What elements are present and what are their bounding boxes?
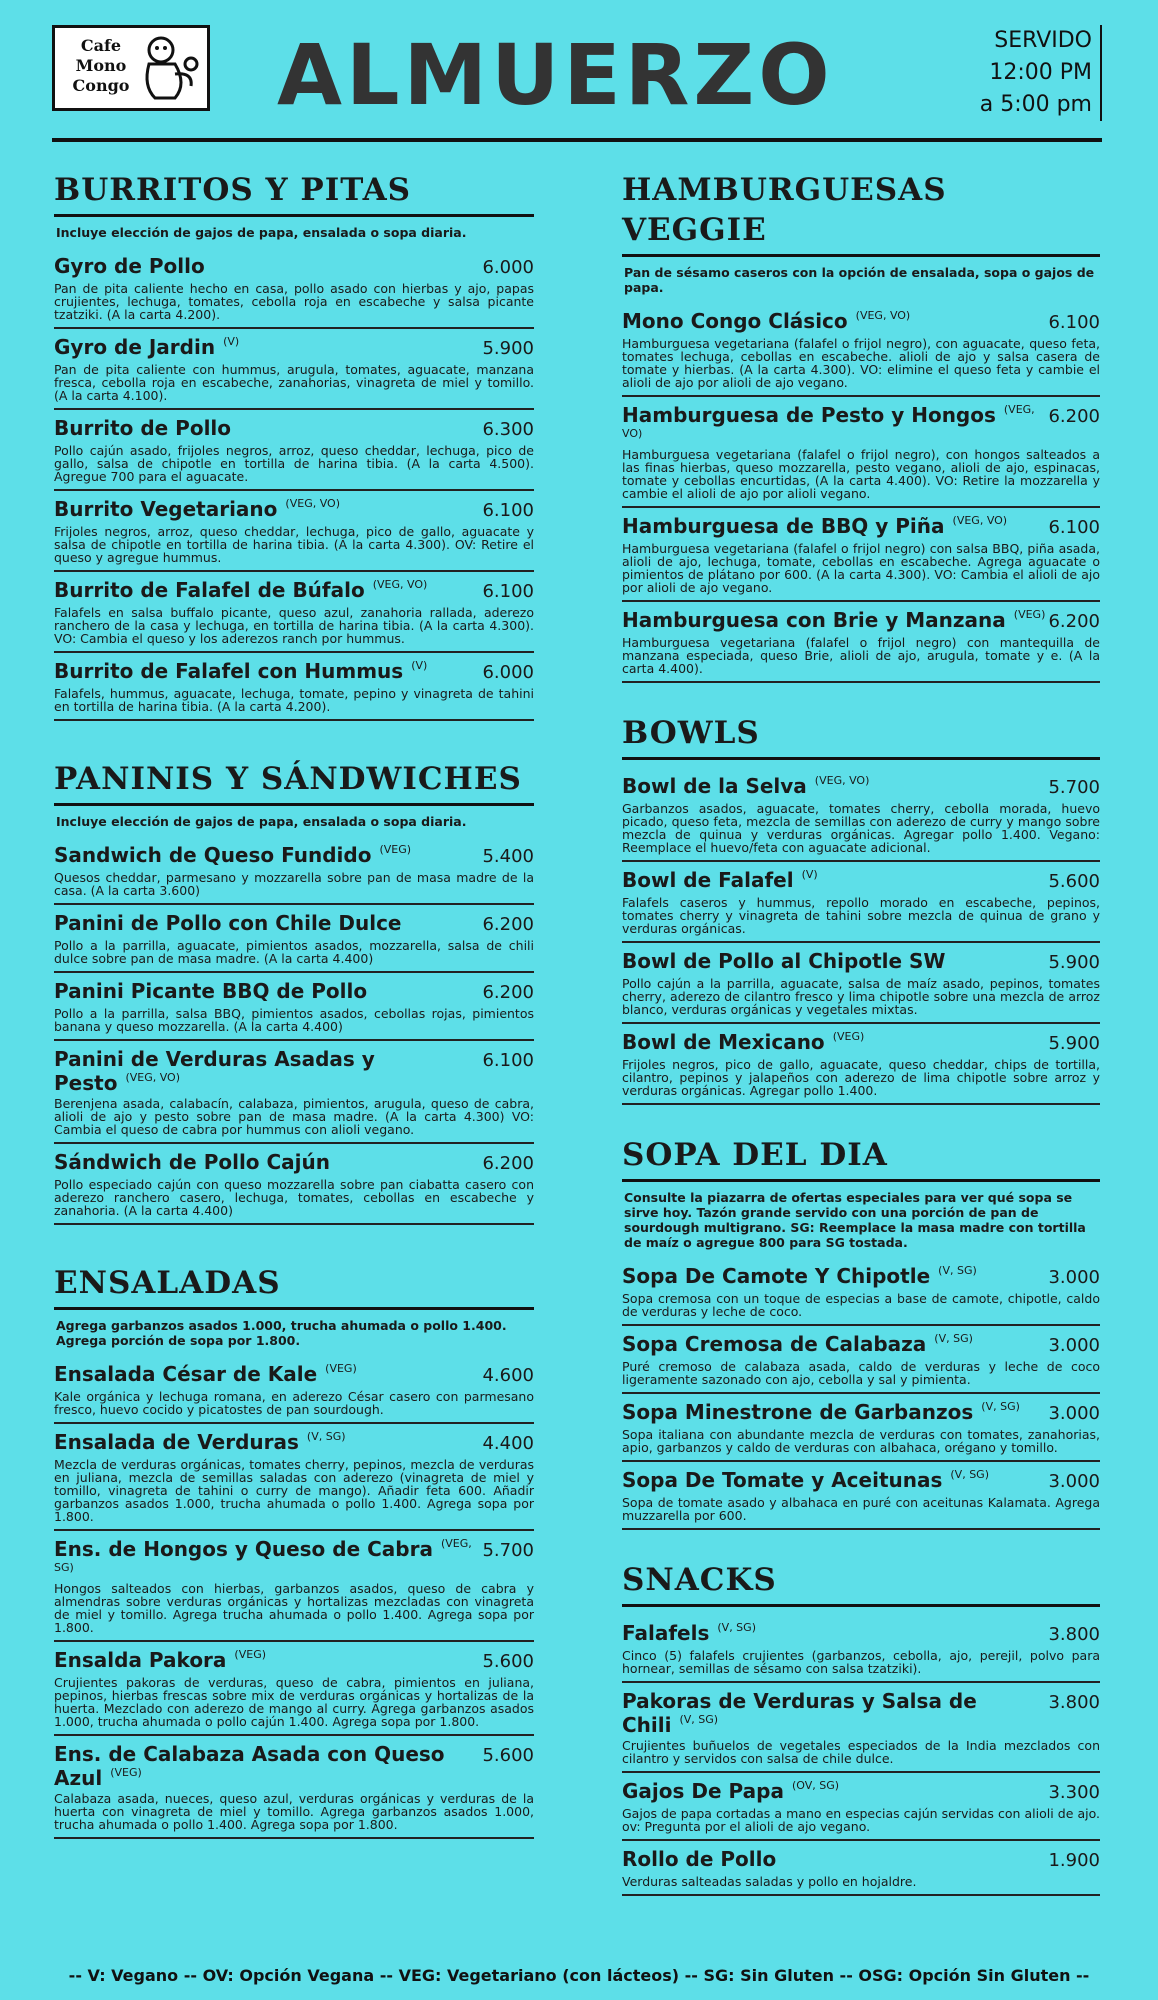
menu-item-description: Pollo a la parrilla, salsa BBQ, pimientos asados, cebollas rojas, pimientos banana y queso mozzarella. (A la carta 4.400)	[54, 1006, 534, 1034]
menu-item-tag: (VEG)	[379, 843, 412, 856]
menu-item	[54, 1356, 534, 1424]
menu-item-price: 1.900	[1048, 1850, 1100, 1871]
section-note: Incluye elección de gajos de papa, ensalada o sopa diaria.	[56, 814, 467, 829]
menu-item-tag: (V, SG)	[934, 1332, 973, 1345]
menu-item-title	[54, 1047, 482, 1095]
menu-item-tag: (VEG, VO)	[952, 514, 1008, 527]
menu-item-title	[622, 1689, 1048, 1737]
menu-item-description: Hamburguesa vegetariana (falafel o frijol negro), con hongos salteados a las finas hierbas, queso mozzarella, pesto vegano, alioli de ajo, espinacas, tomate y cebollas encurtidas, (A la carta 4.400). VO: Retire la mozzarella y cambie el alioli de ajo por alioli vegano.	[622, 447, 1100, 501]
menu-item-tag: (VEG, SG)	[54, 1537, 472, 1574]
menu-item-price: 3.000	[1048, 1471, 1100, 1492]
section-title: PANINIS Y SÁNDWICHES	[54, 759, 534, 806]
menu-item-price: 6.200	[482, 982, 534, 1003]
menu-item-description: Pollo cajún a la parrilla, aguacate, salsa de maíz asado, pepinos, tomates cherry, aderezo de cilantro fresco y lima chipotle sobre una mezcla de arroz blanco, verduras orgánicas y vegetales mixtas.	[622, 976, 1100, 1017]
menu-item-description: Frijoles negros, arroz, queso cheddar, lechuga, pico de gallo, aguacate y salsa de chipotle en tortilla de harina tibia. (A la carta 4.300). OV: Retire el queso y agregue hummus.	[54, 524, 534, 565]
menu-item	[622, 1258, 1100, 1326]
menu-item-tag: (VEG, VO)	[814, 774, 870, 787]
menu-item-header	[54, 254, 534, 280]
menu-item-title	[54, 1430, 346, 1454]
menu-item-name: Gyro de Jardin	[54, 335, 216, 359]
menu-item-name: Falafels	[622, 1621, 710, 1645]
menu-item-tag: (VEG, VO)	[855, 309, 911, 322]
menu-item-price: 6.200	[482, 914, 534, 935]
menu-item-price: 3.300	[1048, 1782, 1100, 1803]
menu-item-price: 5.600	[482, 1745, 534, 1766]
menu-item-title	[622, 403, 1048, 446]
menu-item-price: 6.100	[482, 500, 534, 521]
menu-item-price: 5.900	[1048, 952, 1100, 973]
menu-item-title	[54, 497, 340, 521]
menu-item-description: Hamburguesa vegetariana (falafel o frijol negro) con mantequilla de manzana especiada, queso Brie, alioli de ajo, arugula, tomate y e. (A la carta 4.400).	[622, 635, 1100, 676]
menu-item-description: Hamburguesa vegetariana (falafel o frijol negro) con salsa BBQ, piña asada, alioli de ajo, lechuga, tomate, cebollas en escabeche. Agrega aguacate o pimientos de plátano por 600. (A la carta 4.300). VO: Cambia el alioli de ajo por alioli de ajo vegano.	[622, 541, 1100, 595]
menu-item	[54, 329, 534, 410]
menu-item-price: 4.400	[482, 1433, 534, 1454]
menu-item	[54, 248, 534, 329]
section-sopa-del-dia	[622, 1135, 1100, 1530]
menu-item-header	[54, 497, 534, 523]
menu-item-price: 5.900	[482, 338, 534, 359]
menu-item-price: 5.700	[1048, 777, 1100, 798]
menu-item-title	[622, 1400, 1020, 1424]
menu-item-price: 6.100	[1048, 517, 1100, 538]
menu-item-price: 3.800	[1048, 1692, 1100, 1713]
menu-item-name: Burrito de Falafel con Hummus	[54, 659, 404, 683]
menu-item-price: 5.400	[482, 846, 534, 867]
menu-item-price: 6.200	[1048, 406, 1100, 427]
menu-item-price: 5.600	[482, 1651, 534, 1672]
menu-item-header	[54, 335, 534, 361]
header	[52, 25, 1102, 137]
menu-item-name: Bowl de Mexicano	[622, 1030, 825, 1054]
menu-item	[54, 837, 534, 905]
menu-item-header	[54, 1047, 534, 1095]
menu-item-tag: (VEG)	[325, 1362, 357, 1375]
menu-item-name: Ensalada de Verduras	[54, 1430, 299, 1454]
menu-item-title	[622, 1621, 756, 1645]
menu-item-description: Pollo especiado cajún con queso mozzarella sobre pan ciabatta casero con aderezo ranchero casero, lechuga, tomates, cebollas en escabeche y zanahoria. (A la carta 4.400)	[54, 1177, 534, 1218]
menu-item-tag: (VEG, VO)	[622, 403, 1035, 440]
menu-item	[622, 1024, 1100, 1105]
menu-item-header	[622, 1847, 1100, 1873]
menu-item-price: 6.200	[1048, 611, 1100, 632]
section-title: SNACKS	[622, 1560, 1100, 1607]
menu-item-header	[622, 309, 1100, 335]
served-hours	[962, 25, 1102, 121]
page-title: ALMUERZO	[277, 26, 834, 124]
menu-item-title	[54, 659, 427, 683]
menu-item-title	[54, 416, 231, 440]
menu-item	[54, 410, 534, 491]
menu-item-name: Sopa Minestrone de Garbanzos	[622, 1400, 974, 1424]
menu-item-description: Gajos de papa cortadas a mano en especias cajún servidas con alioli de ajo. ov: Pregunta por el alioli de ajo vegano.	[622, 1806, 1100, 1834]
menu-item-description: Hamburguesa vegetariana (falafel o frijol negro), con aguacate, queso feta, tomates lechuga, cebollas en escabeche. alioli de ajo y salsa casera de tomate y hierbas. (A la carta 4.300). VO: elimine el queso feta y cambie el alioli de ajo por alioli de ajo vegano.	[622, 336, 1100, 390]
menu-item-price: 3.000	[1048, 1335, 1100, 1356]
menu-item-header	[622, 949, 1100, 975]
menu-item	[54, 905, 534, 973]
menu-item-price: 6.100	[1048, 312, 1100, 333]
menu-item-header	[54, 1150, 534, 1176]
menu-item-name: Ensalada César de Kale	[54, 1362, 318, 1386]
menu-item	[622, 943, 1100, 1024]
menu-item-description: Crujientes buñuelos de vegetales especiados de la India mezclados con cilantro y servidos con salsa de chile dulce.	[622, 1738, 1100, 1766]
menu-item-description: Calabaza asada, nueces, queso azul, verduras orgánicas y verduras de la huerta con vinagreta de miel y tomillo. Agrega garbanzos asados 1.000, trucha ahumada o pollo 1.400. Agrega sopa por 1.800.	[54, 1791, 534, 1832]
menu-item-tag: (V, SG)	[679, 1713, 719, 1726]
menu-item-title	[54, 1362, 357, 1386]
menu-item-header	[54, 1430, 534, 1456]
menu-item-price: 6.100	[482, 1050, 534, 1071]
menu-item-title	[622, 1468, 989, 1492]
menu-item	[622, 508, 1100, 602]
menu-item-description: Quesos cheddar, parmesano y mozzarella sobre pan de masa madre de la casa. (A la carta 3.600)	[54, 870, 534, 898]
menu-item-title	[54, 335, 239, 359]
menu-item-title	[54, 1742, 482, 1790]
menu-item-header	[622, 1689, 1100, 1737]
menu-item-name: Pakoras de Verduras y Salsa de Chili	[622, 1689, 977, 1737]
menu-item-title	[622, 309, 910, 333]
menu-item-tag: (V, SG)	[950, 1468, 989, 1481]
menu-item	[54, 653, 534, 721]
section-snacks	[622, 1560, 1100, 1896]
menu-item-name: Rollo de Pollo	[622, 1847, 777, 1871]
menu-item-tag: (V)	[411, 659, 428, 672]
menu-item-header	[622, 403, 1100, 446]
menu-item-header	[622, 1400, 1100, 1426]
menu-item-description: Falafels caseros y hummus, repollo morado en escabeche, pepinos, tomates cherry y vinagreta de tahini sobre mezcla de quinua de grano y verduras orgánicas.	[622, 895, 1100, 936]
menu-item-price: 3.000	[1048, 1267, 1100, 1288]
logo-line-3: Congo	[72, 76, 130, 95]
menu-item-name: Burrito de Pollo	[54, 416, 232, 440]
section-burritos-y-pitas	[54, 170, 534, 721]
menu-item-description: Frijoles negros, pico de gallo, aguacate, queso cheddar, chips de tortilla, cilantro, pepinos y jalapeños con aderezo de lima chipotle sobre arroz y verduras orgánicas. Agregar pollo 1.400.	[622, 1057, 1100, 1098]
logo-line-1: Cafe	[80, 36, 122, 55]
menu-item	[622, 1462, 1100, 1530]
menu-item-title	[622, 1264, 977, 1288]
menu-item	[54, 1642, 534, 1736]
menu-item-header	[622, 514, 1100, 540]
menu-item-tag: (V)	[801, 868, 818, 881]
menu-item-title	[54, 254, 205, 278]
menu-item-title	[54, 843, 411, 867]
menu-item-price: 5.600	[1048, 871, 1100, 892]
section-title: HAMBURGUESAS VEGGIE	[622, 170, 1100, 257]
menu-item-title	[622, 514, 1007, 538]
menu-item-tag: (VEG)	[110, 1766, 142, 1779]
section-note: Pan de sésamo caseros con la opción de ensalada, sopa o gajos de papa.	[624, 265, 1095, 295]
menu-item-name: Panini Picante BBQ de Pollo	[54, 979, 368, 1003]
menu-item-title	[54, 1150, 330, 1174]
menu-item-price: 3.800	[1048, 1624, 1100, 1645]
logo-line-2: Mono	[75, 56, 127, 75]
menu-item-header	[622, 1332, 1100, 1358]
left-column	[54, 170, 534, 1839]
menu-item-name: Panini de Verduras Asadas y Pesto	[54, 1047, 375, 1095]
menu-item-header	[54, 659, 534, 685]
menu-item-header	[54, 843, 534, 869]
menu-item-name: Sopa De Camote Y Chipotle	[622, 1264, 931, 1288]
menu-item-price: 6.200	[482, 1153, 534, 1174]
menu-item-tag: (OV, SG)	[791, 1779, 840, 1792]
menu-item-title	[54, 979, 367, 1003]
menu-item-title	[622, 1779, 839, 1803]
menu-item-description: Garbanzos asados, aguacate, tomates cherry, cebolla morada, huevo picado, queso feta, mezcla de semillas con aderezo de curry y mango sobre mezcla de quinua y verduras orgánicas. Agregar pollo 1.400. Vegano: Reemplace el huevo/feta con aguacate adicional.	[622, 801, 1100, 855]
menu-item-name: Sandwich de Queso Fundido	[54, 843, 372, 867]
menu-item-name: Hamburguesa con Brie y Manzana	[622, 608, 1006, 632]
menu-item	[622, 1683, 1100, 1773]
menu-item-name: Burrito Vegetariano	[54, 497, 278, 521]
menu-item-name: Gyro de Pollo	[54, 254, 205, 278]
menu-item-description: Sopa de tomate asado y albahaca en puré con aceitunas Kalamata. Agrega muzzarella por 600.	[622, 1495, 1100, 1523]
section-ensaladas	[54, 1263, 534, 1839]
section-spacer	[622, 1607, 1100, 1615]
menu-item-name: Burrito de Falafel de Búfalo	[54, 578, 365, 602]
menu-item-title	[622, 774, 869, 798]
menu-item-tag: (VEG, VO)	[125, 1071, 181, 1084]
menu-item	[622, 397, 1100, 508]
menu-item	[622, 1326, 1100, 1394]
menu-item-price: 3.000	[1048, 1403, 1100, 1424]
menu-item-description: Verduras salteadas saladas y pollo en hojaldre.	[622, 1874, 917, 1889]
menu-item-description: Falafels, hummus, aguacate, lechuga, tomate, pepino y vinagreta de tahini en tortilla de harina tibia. (A la carta 4.200).	[54, 686, 534, 714]
menu-item-price: 5.900	[1048, 1033, 1100, 1054]
menu-item-title	[622, 1332, 973, 1356]
menu-item-header	[622, 774, 1100, 800]
menu-item-price: 6.000	[482, 662, 534, 683]
menu-item	[54, 491, 534, 572]
menu-item-name: Ensalda Pakora	[54, 1648, 227, 1672]
menu-item-title	[622, 868, 818, 892]
logo-text	[65, 36, 137, 96]
menu-item	[54, 1736, 534, 1839]
menu-item-description: Pollo cajún asado, frijoles negros, arroz, queso cheddar, lechuga, pico de gallo, salsa de chipotle en tortilla de harina tibia. (A la carta 4.500). Agregue 700 para el aguacate.	[54, 443, 534, 484]
menu-item-description: Pan de pita caliente hecho en casa, pollo asado con hierbas y ajo, papas crujientes, lechuga, tomates, cebolla roja en escabeche y salsa picante tzatziki. (A la carta 4.200).	[54, 281, 534, 322]
header-divider	[52, 138, 1102, 142]
menu-item-description: Hongos salteados con hierbas, garbanzos asados, queso de cabra y almendras sobre verduras orgánicas y hortalizas mezcladas con vinagreta de miel y tomillo. Agrega trucha ahumada o pollo 1.400. Agrega sopa por 1.800.	[54, 1581, 534, 1635]
menu-item-description: Berenjena asada, calabacín, calabaza, pimientos, arugula, queso de cabra, alioli de ajo y pesto sobre pan de masa madre. (A la carta 4.300) VO: Cambia el queso de cabra por hummus con alioli vegano.	[54, 1096, 534, 1137]
menu-item-description: Puré cremoso de calabaza asada, caldo de verduras y leche de coco ligeramente sazonado con ajo, cebolla y sal y pimienta.	[622, 1359, 1100, 1387]
section-note: Consulte la piazarra de ofertas especiales para ver qué sopa se sirve hoy. Tazón grande servido con una porción de pan de sourdough multigrano. SG: Reemplace la masa madre con tortilla de maíz o agregue 800 para SG tostada.	[624, 1190, 1086, 1250]
menu-item-tag: (VEG)	[832, 1030, 865, 1043]
menu-item-header	[622, 608, 1100, 634]
menu-item-name: Ens. de Calabaza Asada con Queso Azul	[54, 1742, 445, 1790]
menu-item-name: Gajos De Papa	[622, 1779, 784, 1803]
section-hamburguesas-veggie	[622, 170, 1100, 683]
menu-item-description: Falafels en salsa buffalo picante, queso azul, zanahoria rallada, aderezo ranchero de la casa y lechuga, en tortilla de harina tibia. (A la carta 4.300). VO: Cambia el queso y los aderezos ranch por hummus.	[54, 605, 534, 646]
section-title: ENSALADAS	[54, 1263, 534, 1310]
menu-item-title	[622, 949, 946, 973]
menu-item-name: Ens. de Hongos y Queso de Cabra	[54, 1537, 433, 1561]
menu-item-tag: (V, SG)	[717, 1621, 756, 1634]
menu-item-name: Mono Congo Clásico	[622, 309, 848, 333]
served-from: 12:00 PM	[989, 60, 1092, 85]
menu-item-title	[622, 1847, 776, 1871]
menu-item-price: 6.300	[482, 419, 534, 440]
menu-item-name: Sopa Cremosa de Calabaza	[622, 1332, 927, 1356]
menu-item-tag: (V)	[223, 335, 240, 348]
menu-item-header	[54, 1648, 534, 1674]
menu-item-tag: (VEG)	[234, 1648, 267, 1661]
menu-item-price: 6.000	[482, 257, 534, 278]
menu-item	[54, 1531, 534, 1642]
menu-item	[622, 303, 1100, 397]
menu-item-header	[622, 1264, 1100, 1290]
menu-item-header	[54, 1537, 534, 1580]
menu-item-tag: (V, SG)	[938, 1264, 977, 1277]
menu-item-title	[54, 578, 427, 602]
menu-item	[54, 1041, 534, 1144]
menu-item-header	[622, 1621, 1100, 1647]
menu-item-header	[54, 416, 534, 442]
menu-item-header	[622, 1779, 1100, 1805]
menu-item-price: 6.100	[482, 581, 534, 602]
section-note: Agrega garbanzos asados 1.000, trucha ahumada o pollo 1.400. Agrega porción de sopa por 1.800.	[56, 1318, 507, 1348]
menu-item-tag: (V, SG)	[981, 1400, 1020, 1413]
section-spacer	[622, 760, 1100, 768]
section-bowls	[622, 713, 1100, 1105]
menu-item-header	[54, 911, 534, 937]
menu-item-price: 5.700	[482, 1540, 534, 1561]
section-paninis-y-sandwiches	[54, 759, 534, 1225]
served-to: a 5:00 pm	[979, 92, 1092, 117]
menu-item-price: 4.600	[482, 1365, 534, 1386]
menu-item-title	[622, 1030, 864, 1054]
legend-footer: -- V: Vegano -- OV: Opción Vegana -- VEG: Vegetariano (con lácteos) -- SG: Sin Gluten -- OSG: Opción Sin Gluten --	[68, 1966, 1090, 1985]
menu-item	[622, 1615, 1100, 1683]
menu-item-header	[622, 1468, 1100, 1494]
menu-item-description: Pollo a la parrilla, aguacate, pimientos asados, mozzarella, salsa de chili dulce sobre pan de masa madre. (A la carta 4.400)	[54, 938, 534, 966]
menu-item	[54, 572, 534, 653]
section-title: BOWLS	[622, 713, 1100, 760]
menu-item-description: Sopa italiana con abundante mezcla de verduras con tomates, zanahorias, apio, garbanzos y caldo de verduras con albahaca, orégano y tomillo.	[622, 1427, 1100, 1455]
menu-item	[622, 1841, 1100, 1896]
menu-item	[54, 973, 534, 1041]
menu-item-header	[54, 1362, 534, 1388]
menu-item	[622, 862, 1100, 943]
menu-item	[622, 1773, 1100, 1841]
monkey-icon	[135, 34, 201, 104]
menu-item	[622, 1394, 1100, 1462]
menu-item-description: Crujientes pakoras de verduras, queso de cabra, pimientos en juliana, pepinos, hierbas frescas sobre mix de verduras orgánicas y hortalizas de la huerta. Mezclado con aderezo de mango al curry. Agrega garbanzos asados 1.000, trucha ahumada o pollo cajún 1.400. Agrega sopa por 1.800.	[54, 1675, 534, 1729]
section-title: SOPA DEL DIA	[622, 1135, 1100, 1182]
menu-item	[622, 602, 1100, 683]
menu-item-name: Hamburguesa de BBQ y Piña	[622, 514, 945, 538]
menu-item-name: Sándwich de Pollo Cajún	[54, 1150, 331, 1174]
menu-item-description: Kale orgánica y lechuga romana, en aderezo César casero con parmesano fresco, huevo cocido y picatostes de pan sourdough.	[54, 1389, 534, 1417]
menu-item-title	[54, 1648, 266, 1672]
menu-item-name: Panini de Pollo con Chile Dulce	[54, 911, 402, 935]
menu-item-tag: (V, SG)	[306, 1430, 346, 1443]
menu-item-header	[622, 868, 1100, 894]
served-label: SERVIDO	[994, 28, 1092, 53]
menu-item-name: Sopa De Tomate y Aceitunas	[622, 1468, 943, 1492]
section-note: Incluye elección de gajos de papa, ensalada o sopa diaria.	[56, 225, 467, 240]
menu-item-title	[54, 911, 402, 935]
right-column	[622, 170, 1100, 1896]
menu-item-header	[622, 1030, 1100, 1056]
section-title: BURRITOS Y PITAS	[54, 170, 534, 217]
menu-item-description: Pan de pita caliente con hummus, arugula, tomates, aguacate, manzana fresca, cebolla roja en escabeche, zanahorias, vinagreta de miel y tomillo. (A la carta 4.100).	[54, 362, 534, 403]
menu-item-header	[54, 979, 534, 1005]
menu-item-header	[54, 578, 534, 604]
menu-item-tag: (VEG, VO)	[285, 497, 340, 510]
menu-item-description: Mezcla de verduras orgánicas, tomates cherry, pepinos, mezcla de verduras en juliana, mezcla de semillas saladas con aderezo (vinagreta de miel y tomillo, vinagreta de tahini o curry de mango). Añadir feta 600. Añadir garbanzos asados 1.000, trucha ahumada o pollo 1.400. Agrega sopa por 1.800.	[54, 1457, 534, 1524]
menu-item-description: Sopa cremosa con un toque de especias a base de camote, chipotle, caldo de verduras y leche de coco.	[622, 1291, 1100, 1319]
menu-item-name: Bowl de Pollo al Chipotle SW	[622, 949, 946, 973]
menu-item	[622, 768, 1100, 862]
menu-item-description: Cinco (5) falafels crujientes (garbanzos, cebolla, ajo, perejil, polvo para hornear, semillas de sésamo con salsa tzatziki).	[622, 1648, 1100, 1676]
menu-item-header	[54, 1742, 534, 1790]
menu-item-tag: (VEG)	[1013, 608, 1046, 621]
cafe-logo	[52, 25, 210, 111]
menu-item	[54, 1144, 534, 1225]
menu-item-title	[622, 608, 1045, 632]
menu-item-title	[54, 1537, 482, 1580]
menu-item-tag: (VEG, VO)	[372, 578, 428, 591]
menu-item-name: Bowl de Falafel	[622, 868, 794, 892]
menu-item-name: Bowl de la Selva	[622, 774, 807, 798]
menu-item	[54, 1424, 534, 1531]
menu-item-name: Hamburguesa de Pesto y Hongos	[622, 403, 996, 427]
